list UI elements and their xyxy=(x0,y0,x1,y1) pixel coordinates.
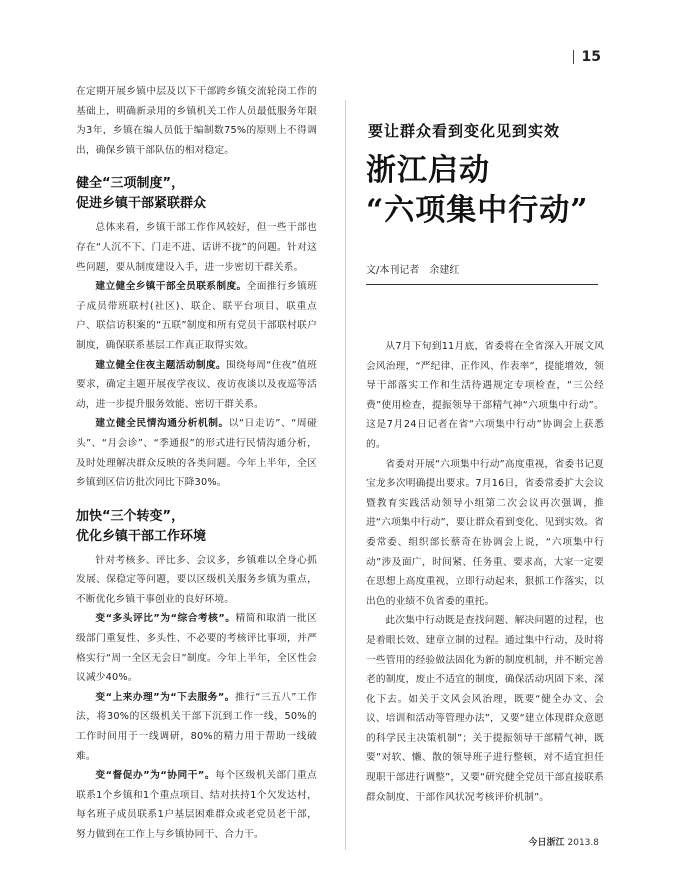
column-divider xyxy=(345,100,346,850)
section2-p2-text: 精简和取消一批区级部门重复性、多头性、不必要的考核评比事项，并严格实行“周一全区无会日”制度。今年上半年，全区性会议减少40%。 xyxy=(76,613,317,684)
intro-paragraph: 在定期开展乡镇中层及以下干部跨乡镇交流轮岗工作的基础上，明确新录用的乡镇机关工作人员最低服务年限为3年，乡镇在编人员低于编制数75%的原则上不得调出，确保乡镇干部队伍的相对稳定。 xyxy=(76,86,317,156)
left-column xyxy=(76,82,317,845)
section2-paragraph-3 xyxy=(76,688,317,766)
section1-p2-text: 全面推行乡镇班子成员带班联村(社区)、联企、联平台项目、联重点户、联信访积案的“五联”制度和所有党员干部联村联户制度，确保联系基层工作真正取得实效。 xyxy=(76,281,318,351)
section2-p3-text: 推行“三五八”工作法，将30%的区级机关干部下沉到工作一线，50%的工作时间用于一线调研，80%的精力用于帮助一线破难。 xyxy=(76,691,317,762)
article-title xyxy=(366,151,604,231)
section1-heading-line2: 促进乡镇干部紧联群众 xyxy=(76,196,207,212)
section2-heading xyxy=(76,507,317,547)
article-paragraph-3: 此次集中行动既是查找问题、解决问题的过程，也是着眼长效、建章立制的过程。通过集中行动，及时将一些管用的经验做法固化为新的制度机制，并不断完善老的制度，废止不适宜的制度，确保活动巩固下来、深化下去。如关于文风会风治理，既要“健全办文、会议、培训和活动等管理办法”，又要“建立体现群众意愿的科学民主决策机制”；关于提振领导干部精气神，既要“对软、懒、散的领导班子进行整顿，对不适宜担任现职干部进行调整”，又要“研究健全党员干部直接联系群众制度、干部作风状况考核评价机制”。 xyxy=(366,615,604,803)
section1-p3-lead: 建立健全住夜主题活动制度。 xyxy=(95,359,227,371)
article-title-line2: “六项集中行动” xyxy=(366,193,589,228)
magazine-logo: 今日浙江 xyxy=(528,838,565,848)
section1-heading-line1: 健全“三项制度”， xyxy=(76,176,185,192)
section1-p4-lead: 建立健全民情沟通分析机制。 xyxy=(95,418,229,430)
section2-p4-text: 每个区级机关部门重点联系1个乡镇和1个重点项目、结对扶持1个欠发达村，每名班子成员联系1户基层困难群众或老党员老干部，努力做到在工作上与乡镇协同干、合力干。 xyxy=(76,770,317,840)
article-body xyxy=(366,337,604,807)
section2-paragraph-2 xyxy=(76,609,317,687)
footer-magazine-mark xyxy=(528,835,599,848)
byline-label: 文/本刊记者 xyxy=(366,265,420,276)
section2-p3-lead: 变“上来办理”为“下去服务”。 xyxy=(95,691,235,703)
section2-p2-lead: 变“多头评比”为“综合考核”。 xyxy=(95,613,236,625)
section1-p3-text: 围绕每周“住夜”值班要求，确定主题开展夜学夜议、夜访夜谈以及夜巡等活动，进一步提升服务效能、密切干群关系。 xyxy=(76,359,317,410)
section2-paragraph-1: 针对考核多、评比多、会议多，乡镇难以全身心抓发展、保稳定等问题，要以区级机关服务乡镇为重点，不断优化乡镇干事创业的良好环境。 xyxy=(76,554,317,605)
article-paragraph-2: 省委对开展“六项集中行动”高度重视，省委书记夏宝龙多次明确提出要求。7月16日，省委常委扩大会议暨教育实践活动领导小组第二次会议再次强调，推进“六项集中行动”，要让群众看到变化、见到实效。省委常委、组织部长蔡奇在协调会上说，“六项集中行动”涉及面广，时间紧、任务重、要求高，大家一定要在思想上高度重视，立即行动起来，狠抓工作落实，以出色的业绩不负省委的重托。 xyxy=(366,458,604,607)
right-column xyxy=(366,120,604,807)
section2-heading-line1: 加快“三个转变”， xyxy=(76,508,185,524)
article-title-line1: 浙江启动 xyxy=(366,153,490,188)
section1-paragraph-4 xyxy=(76,414,317,492)
article-kicker: 要让群众看到变化见到实效 xyxy=(368,122,561,140)
section1-paragraph-3 xyxy=(76,356,317,415)
byline xyxy=(366,261,598,285)
section2-paragraph-4 xyxy=(76,766,317,844)
section1-paragraph-2 xyxy=(76,277,317,355)
issue-date: 2013.8 xyxy=(567,838,599,848)
page-number: 15 xyxy=(573,50,601,64)
section1-heading xyxy=(76,174,317,214)
section2-p4-lead: 变“督促办”为“协同干”。 xyxy=(95,770,216,782)
section1-paragraph-1: 总体来看，乡镇干部工作作风较好，但一些干部也存在“人沉不下、门走不进、话讲不拢”的问题。针对这些问题，要从制度建设入手，进一步密切干群关系。 xyxy=(76,222,317,273)
byline-author: 余建红 xyxy=(429,265,460,276)
section2-heading-line2: 优化乡镇干部工作环境 xyxy=(76,528,207,544)
section1-p4-text: 以“日走访”、“周碰头”、“月会诊”、“季通报”的形式进行民情沟通分析，及时处理解决群众反映的各类问题。今年上半年，全区乡镇到区信访批次同比下降30%。 xyxy=(76,418,317,489)
section1-p2-lead: 建立健全乡镇干部全员联系制度。 xyxy=(95,281,247,293)
article-paragraph-1: 从7月下旬到11月底，省委将在全省深入开展文风会风治理，“严纪律、正作风、作表率”，提能增效，领导干部落实工作和生活待遇规定专项检查，“三公经费”使用检查，提振领导干部精气神“六项集中行动”。这是7月24日记者在省“六项集中行动”协调会上获悉的。 xyxy=(366,341,604,450)
